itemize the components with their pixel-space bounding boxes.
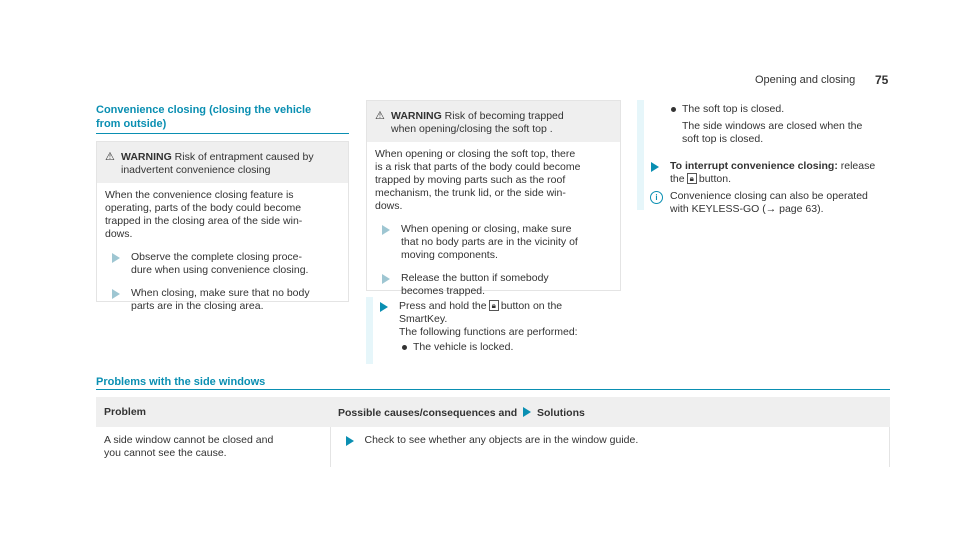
step-arrow-icon (346, 436, 354, 446)
section-title (96, 103, 351, 131)
warning-body (367, 142, 620, 316)
arrow-icon (523, 407, 531, 417)
info-icon: i (650, 191, 663, 204)
table-header-solutions: Possible causes/consequences and Solutions (330, 397, 890, 427)
step-arrow-icon (112, 289, 120, 299)
step-arrow-icon (382, 274, 390, 284)
solution-step: Check to see whether any objects are in the window guide. (339, 434, 882, 447)
title-rule (96, 389, 890, 390)
warning-text: Risk of entrapment caused by (174, 151, 314, 163)
column3-content (644, 103, 894, 216)
warning-text: when opening/closing the soft top . (391, 123, 553, 135)
action-step: To interrupt convenience closing: release the 🔒︎ button. (644, 160, 894, 186)
warning-step: When opening or closing, make sure that no body parts are in the vicinity of moving components. (375, 223, 612, 262)
running-header: Opening and closing (755, 74, 856, 86)
step-sidebar (637, 100, 644, 210)
lock-icon: 🔒︎ (489, 300, 499, 311)
warning-paragraph: When the convenience closing feature is operating, parts of the body could become trapped in the closing area of the side win- dows. (105, 189, 303, 240)
list-item-note: The side windows are closed when the soft top is closed. (682, 120, 863, 145)
step-arrow-icon (380, 302, 388, 312)
list-item: The vehicle is locked. (399, 341, 623, 354)
solution-cell (330, 427, 890, 467)
page-number: 75 (875, 73, 889, 87)
section-title-line: from outside) (96, 118, 167, 130)
table-header-row (96, 397, 890, 427)
title-rule (96, 133, 349, 134)
warning-step: Release the button if somebody becomes trapped. (375, 272, 612, 298)
step-arrow-icon (651, 162, 659, 172)
warning-paragraph: When opening or closing the soft top, there is a risk that parts of the body could become trapped by moving parts such as the roof mechanism, the trunk lid, or the side win- dows. (375, 148, 581, 212)
press-step (373, 300, 623, 354)
warning-text: inadvertent convenience closing (121, 164, 271, 176)
problem-cell: A side window cannot be closed and you cannot see the cause. (104, 434, 274, 459)
step-sidebar (366, 297, 373, 364)
list-item: The soft top is closed. (668, 103, 894, 116)
section-title-line: Convenience closing (closing the vehicle (96, 104, 312, 116)
warning-header (367, 101, 620, 142)
action-step: Press and hold the 🔒︎ button on the SmartKey. The following functions are performed: (373, 300, 623, 339)
info-note: i Convenience closing can also be operated with KEYLESS-GO (→ page 63). (644, 190, 894, 216)
warning-label: WARNING (391, 110, 442, 122)
warning-label: WARNING (121, 151, 172, 163)
table-header-problem: Problem (96, 397, 330, 427)
warning-box (366, 100, 621, 297)
warning-box (96, 141, 349, 312)
step-arrow-icon (112, 253, 120, 263)
table-row (96, 427, 890, 467)
warning-step: When closing, make sure that no body parts are in the closing area. (105, 287, 340, 313)
warning-text: Risk of becoming trapped (444, 110, 564, 122)
warning-step: Observe the complete closing proce- dure when using convenience closing. (105, 251, 340, 277)
problems-table (96, 397, 890, 467)
section-title: Problems with the side windows (96, 376, 266, 388)
warning-body (97, 183, 348, 331)
lock-icon: 🔒︎ (687, 173, 697, 184)
warning-icon: ⚠ (375, 110, 385, 122)
warning-icon: ⚠ (105, 151, 115, 163)
step-arrow-icon (382, 225, 390, 235)
warning-header (97, 142, 348, 183)
